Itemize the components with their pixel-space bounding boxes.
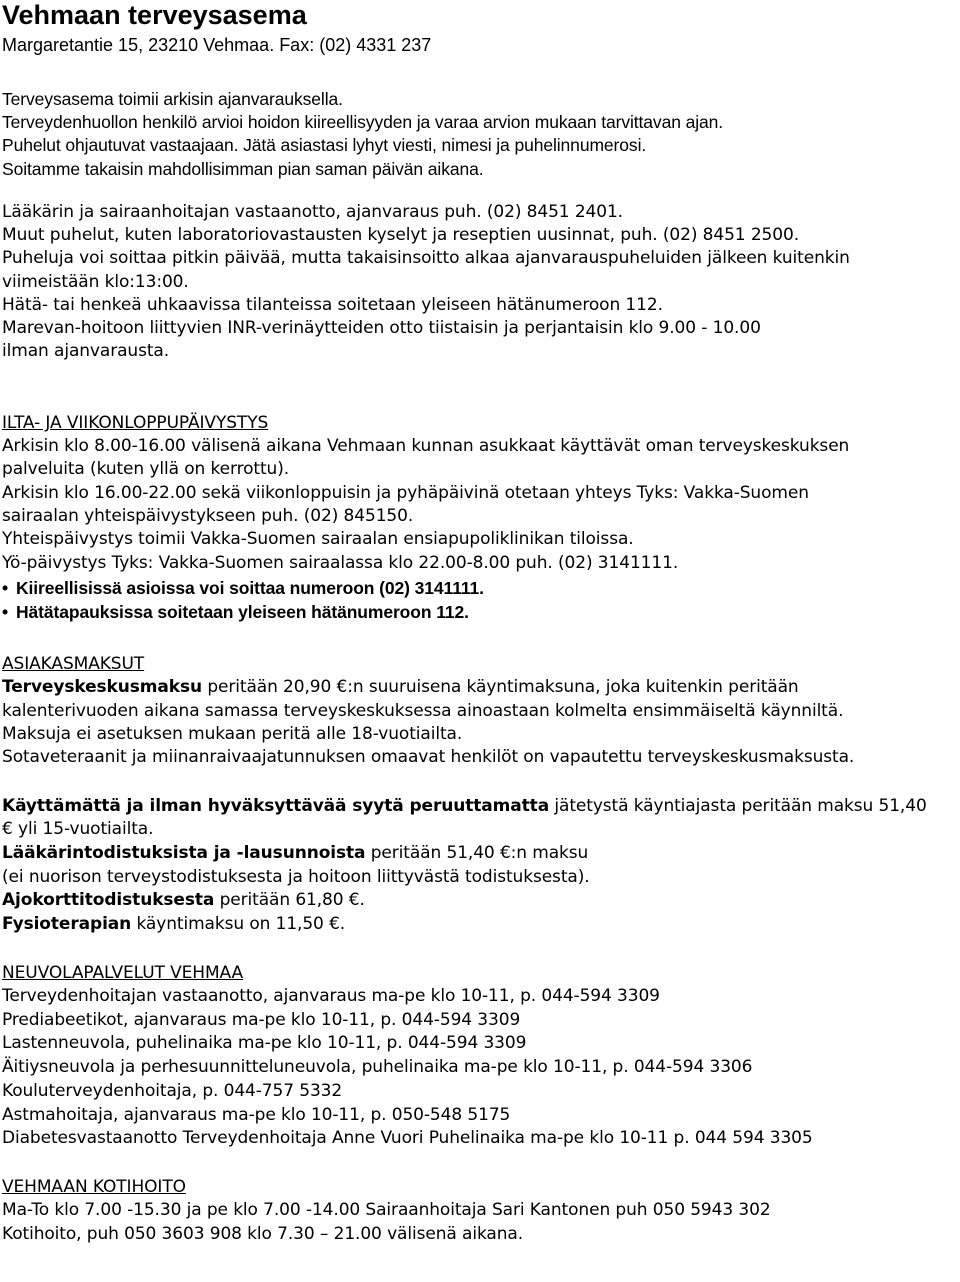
contact-line: Puheluja voi soittaa pitkin päivää, mutta takaisinsoitto alkaa ajanvarauspuheluiden jälkeen kuitenkin [2, 248, 850, 268]
ilta-line: Yhteispäivystys toimii Vakka-Suomen sairaalan ensiapupoliklinikan tiloissa. [2, 529, 634, 549]
maksut-line [2, 795, 927, 817]
bold-term: Ajokorttitodistuksesta [2, 890, 215, 910]
bullet-item [2, 601, 469, 623]
contact-line: viimeistään klo:13:00. [2, 272, 189, 292]
ilta-line: Yö-päivystys Tyks: Vakka-Suomen sairaalassa klo 22.00-8.00 puh. (02) 3141111. [2, 553, 679, 573]
intro-line: Soitamme takaisin mahdollisimman pian saman päivän aikana. [2, 159, 484, 179]
line-text: peritään 51,40 €:n maksu [365, 843, 589, 863]
bullet-text: Kiireellisissä asioissa voi soittaa numeroon (02) 3141111. [16, 578, 484, 598]
neuvola-line: Astmahoitaja, ajanvaraus ma-pe klo 10-11, p. 050-548 5175 [2, 1105, 511, 1125]
bullet-icon: • [2, 602, 9, 622]
neuvola-line: Lastenneuvola, puhelinaika ma-pe klo 10-11, p. 044-594 3309 [2, 1033, 527, 1053]
page-title: Vehmaan terveysasema [2, 0, 307, 30]
line-text: peritään 20,90 €:n suuruisena käyntimaksuna, joka kuitenkin peritään [202, 677, 799, 697]
maksut-line [2, 842, 588, 864]
ilta-line: Arkisin klo 16.00-22.00 sekä viikonloppuisin ja pyhäpäivinä otetaan yhteys Tyks: Vakka-Suomen [2, 483, 809, 503]
contact-line: Hätä- tai henkeä uhkaavissa tilanteissa soitetaan yleiseen hätänumeroon 112. [2, 295, 663, 315]
ilta-line: sairaalan yhteispäivystykseen puh. (02) 845150. [2, 506, 414, 526]
line-text: peritään 61,80 €. [214, 890, 365, 910]
bullet-item [2, 577, 484, 599]
maksut-line: (ei nuorison terveystodistuksesta ja hoitoon liittyvästä todistuksesta). [2, 867, 590, 887]
neuvola-line: Terveydenhoitajan vastaanotto, ajanvaraus ma-pe klo 10-11, p. 044-594 3309 [2, 986, 660, 1006]
contact-line: Muut puhelut, kuten laboratoriovastausten kyselyt ja reseptien uusinnat, puh. (02) 8451 2500. [2, 225, 799, 245]
maksut-line [2, 889, 365, 911]
maksut-line: kalenterivuoden aikana samassa terveyskeskuksessa ainoastaan kolmelta ensimmäiseltä käynniltä. [2, 701, 844, 721]
intro-line: Terveysasema toimii arkisin ajanvarauksella. [2, 89, 343, 109]
kotihoito-line: Kotihoito, puh 050 3603 908 klo 7.30 – 21.00 välisenä aikana. [2, 1224, 524, 1244]
section-heading-maksut: ASIAKASMAKSUT [2, 654, 145, 674]
contact-line: Lääkärin ja sairaanhoitajan vastaanotto, ajanvaraus puh. (02) 8451 2401. [2, 202, 623, 222]
line-text: käyntimaksu on 11,50 €. [131, 914, 346, 934]
ilta-line: palveluita (kuten yllä on kerrottu). [2, 459, 290, 479]
neuvola-line: Kouluterveydenhoitaja, p. 044-757 5332 [2, 1081, 343, 1101]
ilta-line: Arkisin klo 8.00-16.00 välisenä aikana Vehmaan kunnan asukkaat käyttävät oman terveyskeskuksen [2, 436, 850, 456]
kotihoito-line: Ma-To klo 7.00 -15.30 ja pe klo 7.00 -14.00 Sairaanhoitaja Sari Kantonen puh 050 5943 302 [2, 1200, 771, 1220]
maksut-line [2, 676, 799, 698]
section-heading-neuvola: NEUVOLAPALVELUT VEHMAA [2, 963, 244, 983]
maksut-line: Sotaveteraanit ja miinanraivaajatunnuksen omaavat henkilöt on vapautettu terveyskeskusmaksusta. [2, 747, 855, 767]
contact-line: ilman ajanvarausta. [2, 341, 170, 361]
line-text: jätetystä käyntiajasta peritään maksu 51,40 [549, 796, 927, 816]
neuvola-line: Diabetesvastaanotto Terveydenhoitaja Anne Vuori Puhelinaika ma-pe klo 10-11 p. 044 594 3305 [2, 1128, 813, 1148]
bold-term: Terveyskeskusmaksu [2, 677, 203, 697]
contact-line: Marevan-hoitoon liittyvien INR-verinäytteiden otto tiistaisin ja perjantaisin klo 9.00 - 10.00 [2, 318, 761, 338]
bold-term: Fysioterapian [2, 914, 132, 934]
bullet-icon: • [2, 578, 9, 598]
maksut-line: Maksuja ei asetuksen mukaan peritä alle 18-vuotiailta. [2, 724, 463, 744]
intro-line: Terveydenhuollon henkilö arvioi hoidon kiireellisyyden ja varaa arvion mukaan tarvittavan ajan. [2, 112, 724, 132]
neuvola-line: Äitiysneuvola ja perhesuunnitteluneuvola, puhelinaika ma-pe klo 10-11, p. 044-594 3306 [2, 1057, 753, 1077]
intro-line: Puhelut ohjautuvat vastaajaan. Jätä asiastasi lyhyt viesti, nimesi ja puhelinnumerosi. [2, 135, 647, 155]
neuvola-line: Prediabeetikot, ajanvaraus ma-pe klo 10-11, p. 044-594 3309 [2, 1010, 521, 1030]
bold-term: Käyttämättä ja ilman hyväksyttävää syytä peruuttamatta [2, 796, 550, 816]
bold-term: Lääkärintodistuksista ja -lausunnoista [2, 843, 366, 863]
address-line: Margaretantie 15, 23210 Vehmaa. Fax: (02) 4331 237 [2, 35, 432, 55]
section-heading-kotihoito: VEHMAAN KOTIHOITO [2, 1177, 186, 1197]
bullet-text: Hätätapauksissa soitetaan yleiseen hätänumeroon 112. [16, 602, 469, 622]
maksut-line [2, 913, 345, 935]
section-heading-ilta: ILTA- JA VIIKONLOPPUPÄIVYSTYS [2, 413, 269, 433]
maksut-line: € yli 15-vuotiailta. [2, 819, 154, 839]
